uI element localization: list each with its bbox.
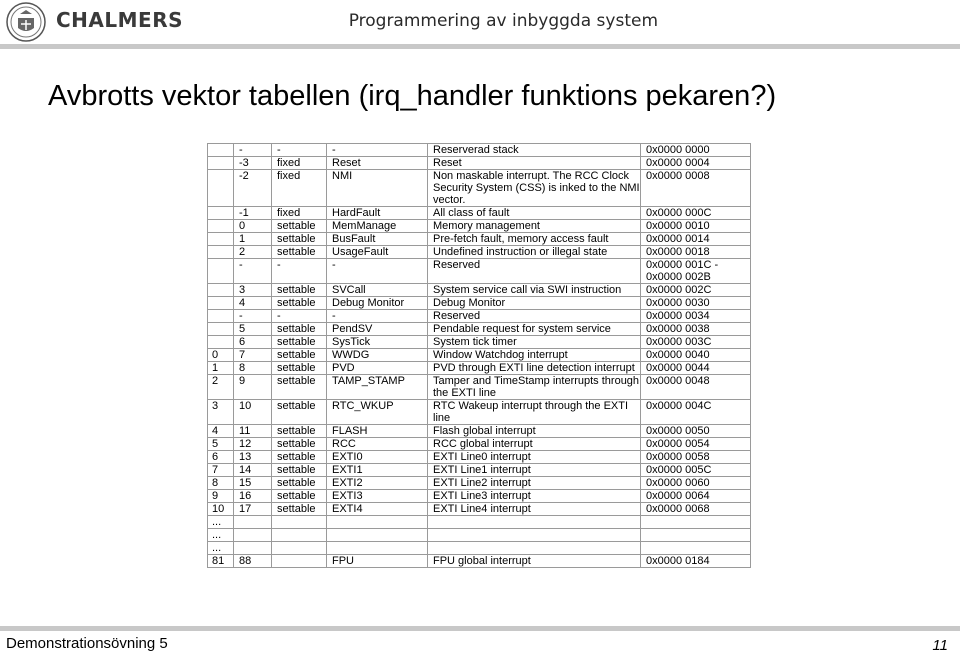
header-divider (0, 44, 960, 49)
address-cell (641, 529, 751, 542)
type-cell: settable (272, 503, 327, 516)
position-cell: 10 (208, 503, 234, 516)
acronym-cell (327, 529, 428, 542)
priority-cell: 13 (234, 451, 272, 464)
table-row (208, 438, 751, 451)
position-cell: 2 (208, 375, 234, 400)
description-cell (428, 516, 641, 529)
description-cell: Reserved (428, 310, 641, 323)
description-cell: Reserverad stack (428, 144, 641, 157)
priority-cell: 7 (234, 349, 272, 362)
address-cell: 0x0000 0044 (641, 362, 751, 375)
acronym-cell: EXTI0 (327, 451, 428, 464)
description-cell: EXTI Line0 interrupt (428, 451, 641, 464)
position-cell (208, 297, 234, 310)
type-cell (272, 529, 327, 542)
address-cell: 0x0000 000C (641, 207, 751, 220)
priority-cell: - (234, 310, 272, 323)
priority-cell (234, 529, 272, 542)
address-cell: 0x0000 0058 (641, 451, 751, 464)
table-row (208, 490, 751, 503)
acronym-cell: TAMP_STAMP (327, 375, 428, 400)
priority-cell (234, 542, 272, 555)
address-cell: 0x0000 0000 (641, 144, 751, 157)
position-cell: 9 (208, 490, 234, 503)
table-row (208, 451, 751, 464)
table-row (208, 375, 751, 400)
address-cell: 0x0000 002C (641, 284, 751, 297)
description-cell: Pendable request for system service (428, 323, 641, 336)
acronym-cell (327, 516, 428, 529)
table-row (208, 246, 751, 259)
acronym-cell: FLASH (327, 425, 428, 438)
address-cell: 0x0000 001C - 0x0000 002B (641, 259, 751, 284)
table-row (208, 207, 751, 220)
priority-cell: 11 (234, 425, 272, 438)
type-cell: settable (272, 400, 327, 425)
position-cell: ... (208, 542, 234, 555)
position-cell (208, 170, 234, 207)
type-cell: settable (272, 284, 327, 297)
priority-cell: 3 (234, 284, 272, 297)
description-cell: System service call via SWI instruction (428, 284, 641, 297)
table-row (208, 323, 751, 336)
slide-title: Avbrotts vektor tabellen (irq_handler funktions pekaren?) (48, 80, 777, 112)
table-row (208, 503, 751, 516)
type-cell (272, 516, 327, 529)
acronym-cell (327, 542, 428, 555)
type-cell: settable (272, 233, 327, 246)
table-row (208, 170, 751, 207)
course-title: Programmering av inbyggda system (348, 11, 658, 31)
acronym-cell: SVCall (327, 284, 428, 297)
acronym-cell: RTC_WKUP (327, 400, 428, 425)
type-cell: fixed (272, 207, 327, 220)
table-row (208, 529, 751, 542)
acronym-cell: Reset (327, 157, 428, 170)
position-cell: 4 (208, 425, 234, 438)
description-cell: Tamper and TimeStamp interrupts through the EXTI line (428, 375, 641, 400)
description-cell (428, 529, 641, 542)
description-cell: FPU global interrupt (428, 555, 641, 568)
position-cell: 7 (208, 464, 234, 477)
address-cell: 0x0000 0030 (641, 297, 751, 310)
acronym-cell: EXTI3 (327, 490, 428, 503)
priority-cell: 10 (234, 400, 272, 425)
priority-cell: 6 (234, 336, 272, 349)
address-cell: 0x0000 0054 (641, 438, 751, 451)
position-cell: 81 (208, 555, 234, 568)
description-cell: Undefined instruction or illegal state (428, 246, 641, 259)
acronym-cell: MemManage (327, 220, 428, 233)
priority-cell: -2 (234, 170, 272, 207)
position-cell: 0 (208, 349, 234, 362)
table-row (208, 259, 751, 284)
table-row (208, 233, 751, 246)
address-cell: 0x0000 0014 (641, 233, 751, 246)
type-cell: settable (272, 425, 327, 438)
table-row (208, 362, 751, 375)
address-cell: 0x0000 004C (641, 400, 751, 425)
table-row (208, 464, 751, 477)
type-cell (272, 555, 327, 568)
acronym-cell: UsageFault (327, 246, 428, 259)
priority-cell: 0 (234, 220, 272, 233)
description-cell: Non maskable interrupt. The RCC Clock Security System (CSS) is inked to the NMI vector. (428, 170, 641, 207)
priority-cell: 17 (234, 503, 272, 516)
description-cell: Window Watchdog interrupt (428, 349, 641, 362)
acronym-cell: WWDG (327, 349, 428, 362)
address-cell: 0x0000 0008 (641, 170, 751, 207)
type-cell: settable (272, 297, 327, 310)
priority-cell: 9 (234, 375, 272, 400)
table-row (208, 400, 751, 425)
priority-cell: - (234, 259, 272, 284)
position-cell (208, 310, 234, 323)
description-cell: PVD through EXTI line detection interrupt (428, 362, 641, 375)
position-cell (208, 144, 234, 157)
position-cell (208, 259, 234, 284)
vector-table (207, 143, 751, 568)
position-cell: 5 (208, 438, 234, 451)
position-cell (208, 207, 234, 220)
footer-label: Demonstrationsövning 5 (6, 635, 168, 652)
priority-cell: 2 (234, 246, 272, 259)
position-cell (208, 233, 234, 246)
acronym-cell: NMI (327, 170, 428, 207)
priority-cell: 88 (234, 555, 272, 568)
priority-cell (234, 516, 272, 529)
table-row (208, 555, 751, 568)
priority-cell: -3 (234, 157, 272, 170)
address-cell (641, 542, 751, 555)
description-cell: RTC Wakeup interrupt through the EXTI line (428, 400, 641, 425)
type-cell: settable (272, 220, 327, 233)
type-cell: - (272, 310, 327, 323)
table-row (208, 542, 751, 555)
priority-cell: 16 (234, 490, 272, 503)
position-cell: 8 (208, 477, 234, 490)
table-row (208, 157, 751, 170)
acronym-cell: FPU (327, 555, 428, 568)
description-cell: EXTI Line1 interrupt (428, 464, 641, 477)
table-row (208, 349, 751, 362)
address-cell: 0x0000 0048 (641, 375, 751, 400)
position-cell (208, 336, 234, 349)
address-cell: 0x0000 0050 (641, 425, 751, 438)
table-row (208, 144, 751, 157)
description-cell: Reset (428, 157, 641, 170)
footer-divider (0, 626, 960, 631)
address-cell: 0x0000 0184 (641, 555, 751, 568)
description-cell: Flash global interrupt (428, 425, 641, 438)
type-cell: fixed (272, 170, 327, 207)
table-row (208, 425, 751, 438)
type-cell: settable (272, 477, 327, 490)
address-cell: 0x0000 0064 (641, 490, 751, 503)
type-cell: - (272, 144, 327, 157)
address-cell: 0x0000 0018 (641, 246, 751, 259)
acronym-cell: - (327, 259, 428, 284)
acronym-cell: EXTI2 (327, 477, 428, 490)
acronym-cell: EXTI4 (327, 503, 428, 516)
type-cell: settable (272, 451, 327, 464)
address-cell: 0x0000 0034 (641, 310, 751, 323)
acronym-cell: PVD (327, 362, 428, 375)
page-number: 11 (932, 637, 948, 654)
position-cell: ... (208, 529, 234, 542)
type-cell: settable (272, 464, 327, 477)
table-row (208, 310, 751, 323)
type-cell: settable (272, 490, 327, 503)
position-cell: 1 (208, 362, 234, 375)
description-cell: Reserved (428, 259, 641, 284)
position-cell (208, 157, 234, 170)
type-cell: settable (272, 438, 327, 451)
priority-cell: 1 (234, 233, 272, 246)
acronym-cell: RCC (327, 438, 428, 451)
address-cell: 0x0000 0060 (641, 477, 751, 490)
priority-cell: 15 (234, 477, 272, 490)
table-row (208, 220, 751, 233)
type-cell: settable (272, 246, 327, 259)
description-cell: EXTI Line2 interrupt (428, 477, 641, 490)
position-cell (208, 323, 234, 336)
description-cell: Debug Monitor (428, 297, 641, 310)
priority-cell: - (234, 144, 272, 157)
brand-wordmark: CHALMERS (56, 8, 184, 32)
address-cell: 0x0000 0004 (641, 157, 751, 170)
table-row (208, 336, 751, 349)
type-cell: settable (272, 375, 327, 400)
address-cell: 0x0000 005C (641, 464, 751, 477)
position-cell (208, 284, 234, 297)
priority-cell: 5 (234, 323, 272, 336)
acronym-cell: PendSV (327, 323, 428, 336)
acronym-cell: EXTI1 (327, 464, 428, 477)
description-cell: Memory management (428, 220, 641, 233)
type-cell: - (272, 259, 327, 284)
acronym-cell: SysTick (327, 336, 428, 349)
position-cell: 6 (208, 451, 234, 464)
position-cell (208, 246, 234, 259)
address-cell: 0x0000 0010 (641, 220, 751, 233)
description-cell: Pre-fetch fault, memory access fault (428, 233, 641, 246)
address-cell: 0x0000 003C (641, 336, 751, 349)
table-row (208, 516, 751, 529)
description-cell: EXTI Line4 interrupt (428, 503, 641, 516)
priority-cell: 8 (234, 362, 272, 375)
priority-cell: -1 (234, 207, 272, 220)
table-row (208, 284, 751, 297)
type-cell: settable (272, 362, 327, 375)
type-cell: settable (272, 323, 327, 336)
description-cell: All class of fault (428, 207, 641, 220)
position-cell (208, 220, 234, 233)
address-cell: 0x0000 0068 (641, 503, 751, 516)
priority-cell: 14 (234, 464, 272, 477)
address-cell: 0x0000 0040 (641, 349, 751, 362)
priority-cell: 4 (234, 297, 272, 310)
address-cell: 0x0000 0038 (641, 323, 751, 336)
priority-cell: 12 (234, 438, 272, 451)
address-cell (641, 516, 751, 529)
description-cell (428, 542, 641, 555)
description-cell: System tick timer (428, 336, 641, 349)
type-cell: settable (272, 336, 327, 349)
position-cell: 3 (208, 400, 234, 425)
position-cell: ... (208, 516, 234, 529)
type-cell: fixed (272, 157, 327, 170)
type-cell: settable (272, 349, 327, 362)
vector-table-body (208, 144, 751, 568)
acronym-cell: - (327, 144, 428, 157)
description-cell: EXTI Line3 interrupt (428, 490, 641, 503)
acronym-cell: - (327, 310, 428, 323)
table-row (208, 477, 751, 490)
acronym-cell: Debug Monitor (327, 297, 428, 310)
type-cell (272, 542, 327, 555)
acronym-cell: HardFault (327, 207, 428, 220)
table-row (208, 297, 751, 310)
acronym-cell: BusFault (327, 233, 428, 246)
description-cell: RCC global interrupt (428, 438, 641, 451)
chalmers-logo (6, 2, 46, 42)
